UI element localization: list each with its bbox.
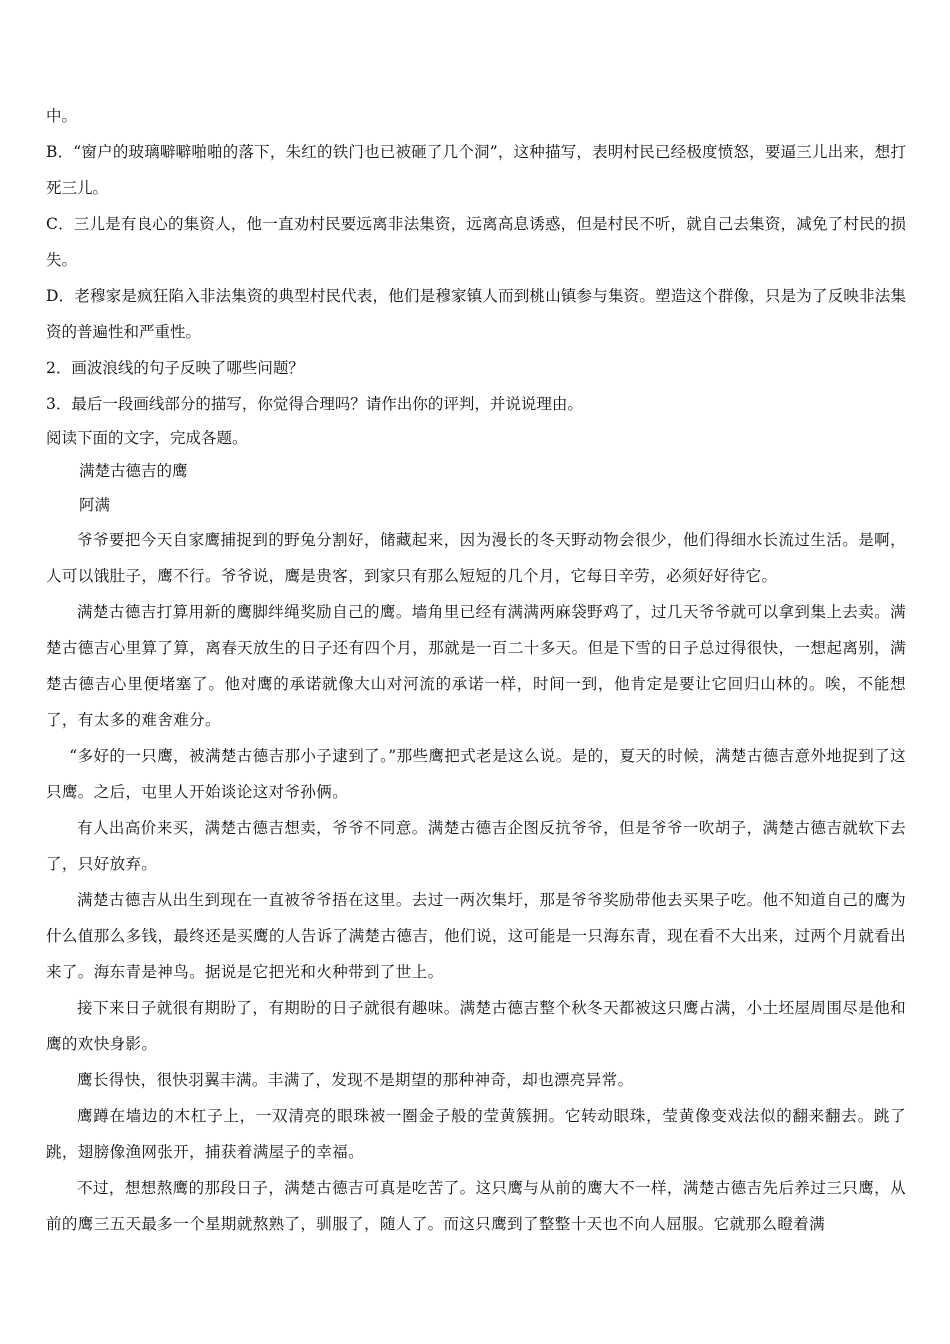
story-paragraph: 有人出高价来买，满楚古德吉想卖，爷爷不同意。满楚古德吉企图反抗爷爷，但是爷爷一吹胡子，满楚古德吉就软下去了，只好放弃。 [46,819,906,873]
question-tail-line: 中。 [46,107,78,125]
question-2: 2．画波浪线的句子反映了哪些问题？ [46,359,304,377]
story-paragraph: 接下来日子就很有期盼了，有期盼的日子就很有趣味。满楚古德吉整个秋冬天都被这只鹰占满，小土坯屋周围尽是他和鹰的欢快身影。 [46,999,906,1053]
story-paragraph: 鹰蹲在墙边的木杠子上，一双清亮的眼珠被一圈金子般的莹黄簇拥。它转动眼珠，莹黄像变戏法似的翻来翻去。跳了跳，翅膀像渔网张开，捕获着满屋子的幸福。 [46,1107,906,1161]
story-paragraph: 爷爷要把今天自家鹰捕捉到的野兔分割好，储藏起来，因为漫长的冬天野动物会很少，他们得细水长流过生活。是啊，人可以饿肚子，鹰不行。爷爷说，鹰是贵客，到家只有那么短短的几个月，它每日辛劳，必须好好待它。 [46,531,906,585]
story-title: 满楚古德吉的鹰 [79,462,188,480]
story-paragraph: 不过，想想熬鹰的那段日子，满楚古德吉可真是吃苦了。这只鹰与从前的鹰大不一样，满楚古德吉先后养过三只鹰，从前的鹰三五天最多一个星期就熬熟了，驯服了，随人了。而这只鹰到了整整十天也不向人屈服。它就那么瞪着满 [46,1179,906,1233]
option-d: D．老穆家是疯狂陷入非法集资的典型村民代表，他们是穆家镇人而到桃山镇参与集资。塑造这个群像，只是为了反映非法集资的普遍性和严重性。 [46,287,906,341]
reading-instruction: 阅读下面的文字，完成各题。 [46,429,248,447]
story-paragraph: 满楚古德吉打算用新的鹰脚绊绳奖励自己的鹰。墙角里已经有满满两麻袋野鸡了，过几天爷爷就可以拿到集上去卖。满楚古德吉心里算了算，离春天放生的日子还有四个月，那就是一百二十多天。但是下雪的日子总过得很快，一想起离别，满楚古德吉心里便堵塞了。他对鹰的承诺就像大山对河流的承诺一样，时间一到，他肯定是要让它回归山林的。唉，不能想了，有太多的难舍难分。 [46,603,906,729]
story-paragraph: 鹰长得快，很快羽翼丰满。丰满了，发现不是期望的那种神奇，却也漂亮异常。 [77,1071,634,1089]
story-author: 阿满 [79,496,111,514]
question-3: 3．最后一段画线部分的描写，你觉得合理吗？请作出你的评判，并说说理由。 [46,395,583,413]
story-paragraph: “多好的一只鹰，被满楚古德吉那小子逮到了。”那些鹰把式老是这么说。是的，夏天的时候，满楚古德吉意外地捉到了这只鹰。之后，屯里人开始谈论这对爷孙俩。 [46,747,906,801]
option-c: C．三儿是有良心的集资人，他一直劝村民要远离非法集资，远离高息诱惑，但是村民不听，就自己去集资，减免了村民的损失。 [46,215,906,269]
story-paragraph: 满楚古德吉从出生到现在一直被爷爷捂在这里。去过一两次集圩，那是爷爷奖励带他去买果子吃。他不知道自己的鹰为什么值那么多钱，最终还是买鹰的人告诉了满楚古德吉，他们说，这可能是一只海东青，现在看不大出来，过两个月就看出来了。海东青是神鸟。据说是它把光和火种带到了世上。 [46,891,906,981]
option-b: B．“窗户的玻璃噼噼啪啪的落下，朱红的铁门也已被砸了几个洞”，这种描写，表明村民已经极度愤怒，要逼三儿出来，想打死三儿。 [46,143,906,197]
